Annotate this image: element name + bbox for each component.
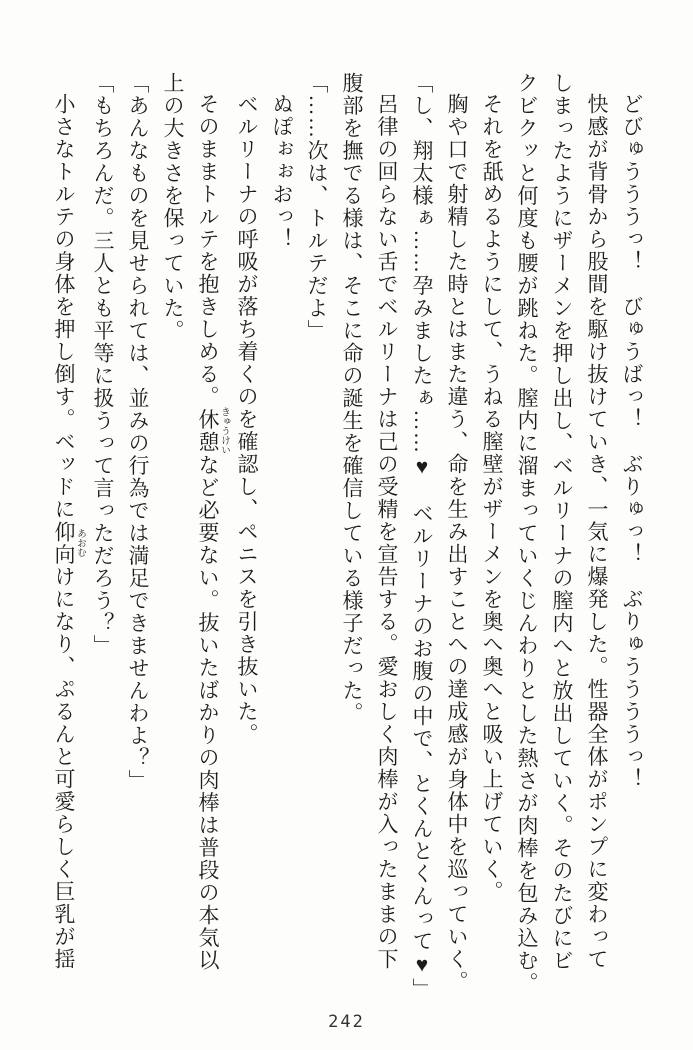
text-line: クビクッと何度も腰が跳ねた。膣内に溜まっていくじんわりとした熱さが肉棒を包み込む。 <box>515 72 539 995</box>
text-line: 「し、翔太様ぁ……孕みましたぁ……♥ ベルリーナのお腹の中で、とくんとくんって♥」 <box>410 72 434 1001</box>
text-line: 小さなトルテの身体を押し倒す。ベッドに仰向 あおむけになり、ぷるんと可愛らしく巨乳が揺 <box>52 93 85 971</box>
furigana-ruby: 仰向 あおむ <box>52 520 85 566</box>
text-line: それを舐めるようにして、うねる膣壁がザーメンを奥へ奥へと吸い上げていく。 <box>480 93 504 903</box>
text-line: どびゅうううっ！ びゅうばっ！ ぶりゅっ！ ぶりゅううううっ！ <box>620 93 644 791</box>
text-line: 「あんなものを見せられては、並みの行為では満足できませんわよ？」 <box>126 72 150 792</box>
text-line: 上の大きさを保っていた。 <box>161 72 185 342</box>
text-line: ベルリーナの呼吸が落ち着くのを確認し、ペニスを引き抜いた。 <box>235 93 259 746</box>
text-line: ぬぽぉぉおっ！ <box>270 93 294 251</box>
text-block <box>49 72 649 1017</box>
text-line: 腹部を撫でる様は、そこに命の誕生を確信している様子だった。 <box>340 72 364 725</box>
text-line: 「もちろんだ。三人とも平等に扱うって言っただろう？」 <box>91 72 115 657</box>
furigana-ruby: 休憩 きゅうけい <box>196 407 229 455</box>
text-line: 「……次は、トルテだよ」 <box>305 72 329 342</box>
text-line: 胸や口で射精した時とはまた違う、命を生み出すことへの達成感が身体中を巡っていく。 <box>445 93 469 993</box>
text-line: しまったようにザーメンを押し出し、ベルリーナの膣内へと放出していく。そのたびにビ <box>550 72 574 972</box>
text-line: 快感が背骨から股間を駆け抜けていき、一気に爆発した。性器全体がポンプに変わって <box>585 93 609 971</box>
page-number: 242 <box>328 1012 365 1032</box>
text-line: そのままトルテを抱きしめる。休憩 きゅうけいなど必要ない。抜いたばかりの肉棒は普段の本気以 <box>196 93 229 972</box>
text-line: 呂律の回らない舌でベルリーナは己の受精を宣告する。愛おしく肉棒が入ったままの下 <box>375 93 399 971</box>
